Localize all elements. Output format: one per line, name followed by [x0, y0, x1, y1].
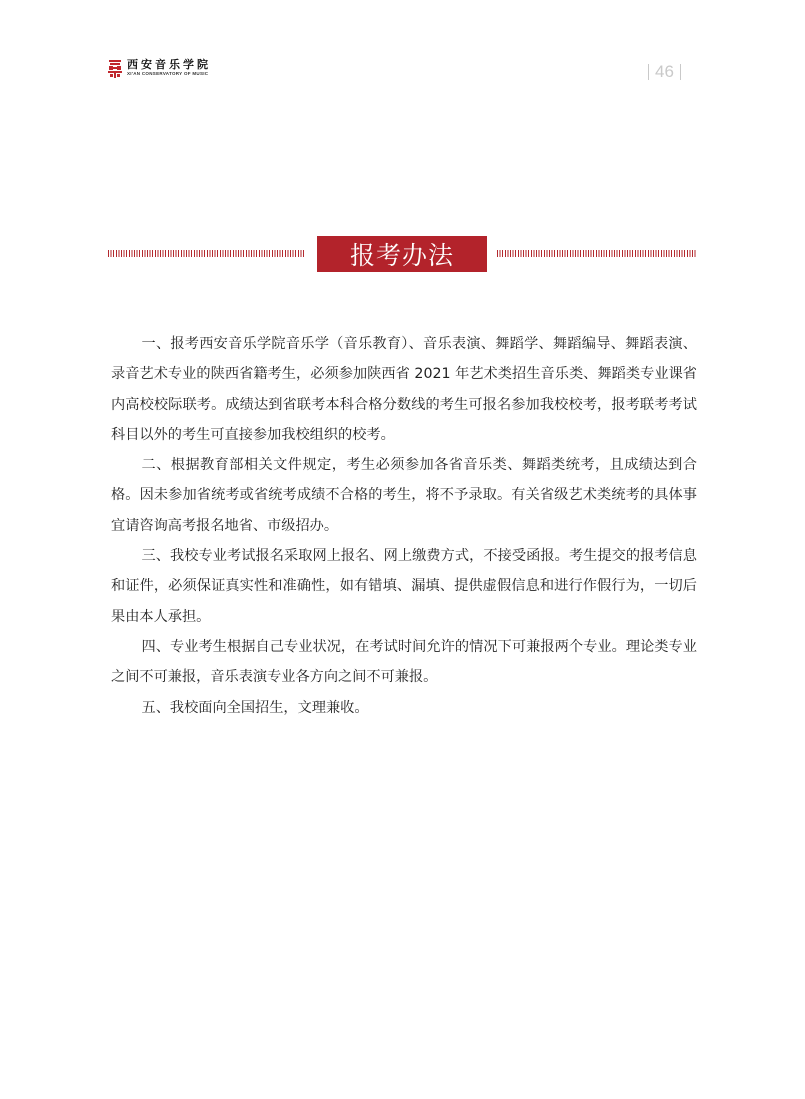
- title-hatch-left: [108, 250, 305, 257]
- page-number-divider-left: [648, 64, 649, 80]
- paragraph-3: 三、我校专业考试报名采取网上报名、网上缴费方式，不接受函报。考生提交的报考信息和证件，必须保证真实性和准确性，如有错填、漏填、提供虚假信息和进行作假行为，一切后果由本人承担。: [111, 548, 697, 625]
- title-hatch-right: [497, 250, 697, 257]
- logo-chinese-name: 西安音乐学院: [127, 58, 211, 71]
- page-number-value: 46: [655, 62, 674, 81]
- paragraph-4: 四、专业考生根据自己专业状况，在考试时间允许的情况下可兼报两个专业。理论类专业之间不可兼报，音乐表演专业各方向之间不可兼报。: [111, 638, 697, 686]
- school-seal-icon: [107, 58, 123, 78]
- paragraph-1: 一、报考西安音乐学院音乐学（音乐教育）、音乐表演、舞蹈学、舞蹈编导、舞蹈表演、录音艺术专业的陕西省籍考生，必须参加陕西省 2021 年艺术类招生音乐类、舞蹈类专业课省内高校校际联考。成绩达到省联考本科合格分数线的考生可报名参加我校校考，报考联考考试科目以外的考生可直接参加我校组织的校考。: [111, 336, 697, 443]
- body-content: [111, 329, 697, 723]
- page-number: [648, 62, 681, 82]
- page-number-divider-right: [680, 64, 681, 80]
- section-title: 报考办法: [317, 236, 487, 272]
- header-logo: [107, 58, 211, 78]
- logo-english-name: XI'AN CONSERVATORY OF MUSIC: [127, 71, 209, 76]
- paragraph-5: 五、我校面向全国招生，文理兼收。: [141, 699, 369, 716]
- paragraph-2: 二、根据教育部相关文件规定，考生必须参加各省音乐类、舞蹈类统考，且成绩达到合格。因未参加省统考或省统考成绩不合格的考生，将不予录取。有关省级艺术类统考的具体事宜请咨询高考报名地省、市级招办。: [111, 457, 697, 534]
- section-title-row: [108, 236, 697, 272]
